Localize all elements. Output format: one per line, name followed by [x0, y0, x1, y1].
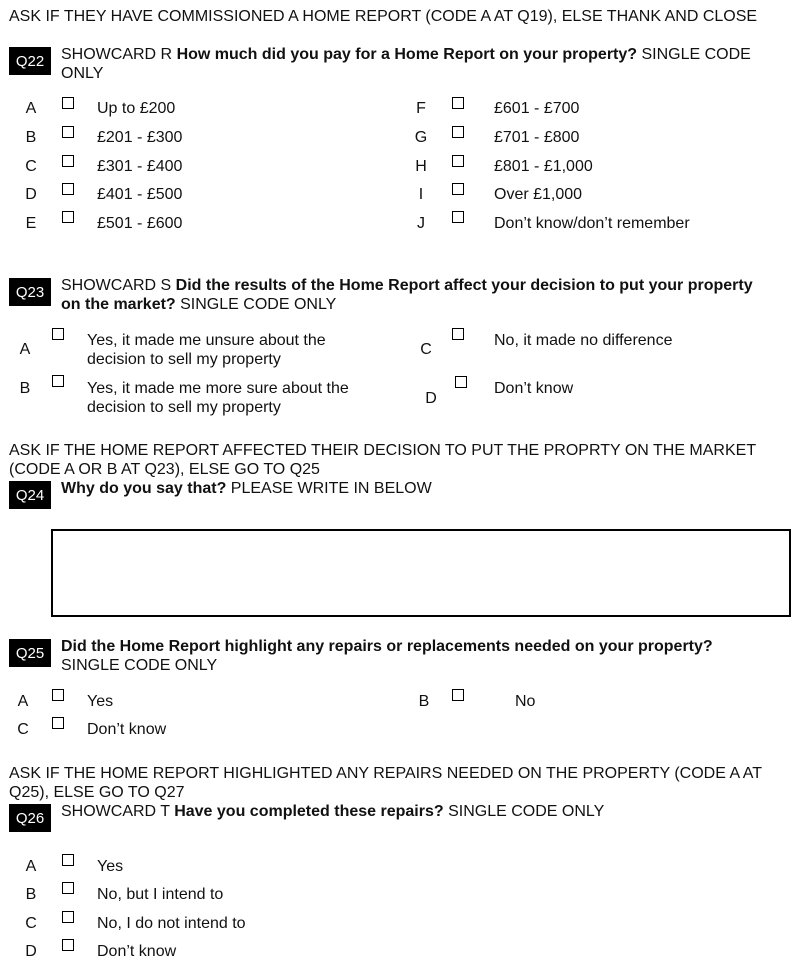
question-text-q26 [61, 802, 761, 821]
showcard-label: SHOWCARD S [61, 277, 176, 294]
checkbox-q25-c[interactable] [52, 717, 64, 729]
checkbox-q22-g[interactable] [452, 126, 464, 138]
option-label: £801 - £1,000 [494, 158, 593, 175]
question-text-q23 [61, 276, 761, 314]
checkbox-q26-d[interactable] [62, 939, 74, 951]
checkbox-q22-b[interactable] [62, 126, 74, 138]
question-text-q24 [61, 479, 761, 498]
option-code: J [417, 215, 425, 232]
checkbox-q26-a[interactable] [62, 854, 74, 866]
coding-instruction: SINGLE CODE ONLY [61, 657, 218, 674]
option-code: C [25, 158, 37, 175]
option-label: Yes [97, 858, 124, 875]
checkbox-q22-j[interactable] [452, 211, 464, 223]
checkbox-q23-b[interactable] [52, 375, 64, 387]
option-code: G [414, 129, 428, 146]
option-label: £701 - £800 [494, 129, 580, 146]
checkbox-q23-c[interactable] [452, 328, 464, 340]
question-number-q26: Q26 [9, 804, 51, 832]
option-code: F [416, 100, 426, 117]
option-code: D [425, 390, 437, 407]
question-stem: How much did you pay for a Home Report on your property? [176, 46, 638, 63]
question-number-q23: Q23 [9, 278, 51, 306]
checkbox-q22-d[interactable] [62, 183, 74, 195]
option-code: E [25, 215, 37, 232]
checkbox-q22-h[interactable] [452, 155, 464, 167]
option-label: Yes, it made me more sure about the decision to sell my property [87, 380, 349, 416]
option-label: Don’t know [87, 721, 167, 738]
option-code: A [17, 693, 29, 710]
option-code: B [25, 886, 37, 903]
checkbox-q25-a[interactable] [52, 689, 64, 701]
option-code: A [25, 858, 37, 875]
option-code: D [25, 943, 37, 960]
option-code: I [418, 186, 424, 203]
coding-instruction: SINGLE CODE ONLY [175, 296, 337, 313]
option-label: Don’t know [494, 380, 574, 397]
option-label: £501 - £600 [97, 215, 183, 232]
option-label: Over £1,000 [494, 186, 583, 203]
checkbox-q22-i[interactable] [452, 183, 464, 195]
question-stem: Why do you say that? [61, 480, 227, 497]
routing-instruction-q24: ASK IF THE HOME REPORT AFFECTED THEIR DECISION TO PUT THE PROPRTY ON THE MARKET (CODE A OR B AT Q23), ELSE GO TO Q25 [9, 442, 756, 478]
question-number-q24: Q24 [9, 481, 51, 509]
checkbox-q23-a[interactable] [52, 328, 64, 340]
option-code: C [420, 341, 432, 358]
option-code: C [25, 915, 37, 932]
option-label: No, I do not intend to [97, 915, 246, 932]
option-label: Don’t know/don’t remember [494, 215, 690, 232]
option-label: Yes, it made me unsure about the decision to sell my property [87, 332, 326, 368]
question-text-q22 [61, 45, 761, 83]
option-code: H [415, 158, 427, 175]
option-code: B [25, 129, 37, 146]
checkbox-q23-d[interactable] [455, 376, 467, 388]
question-stem: Did the results of the Home Report affect your decision to put your property on the market? [61, 277, 753, 313]
option-label: No, but I intend to [97, 886, 224, 903]
option-label: No [515, 693, 536, 710]
coding-instruction: PLEASE WRITE IN BELOW [226, 480, 432, 497]
question-number-q22: Q22 [9, 47, 51, 75]
option-label: Yes [87, 693, 114, 710]
option-label: £201 - £300 [97, 129, 183, 146]
option-code: D [25, 186, 37, 203]
option-label: £601 - £700 [494, 100, 580, 117]
option-code: A [19, 341, 31, 358]
checkbox-q26-b[interactable] [62, 882, 74, 894]
routing-instruction-q22: ASK IF THEY HAVE COMMISSIONED A HOME REPORT (CODE A AT Q19), ELSE THANK AND CLOSE [9, 8, 758, 25]
question-text-q25 [61, 637, 761, 675]
option-code: B [418, 693, 430, 710]
showcard-label: SHOWCARD R [61, 46, 177, 63]
option-label: No, it made no difference [494, 332, 673, 349]
question-stem: Have you completed these repairs? [174, 803, 444, 820]
option-code: A [25, 100, 37, 117]
showcard-label: SHOWCARD T [61, 803, 175, 820]
checkbox-q26-c[interactable] [62, 911, 74, 923]
option-label: Don’t know [97, 943, 177, 960]
option-label: Up to £200 [97, 100, 176, 117]
option-code: C [17, 721, 29, 738]
checkbox-q22-f[interactable] [452, 97, 464, 109]
coding-instruction: SINGLE CODE ONLY [443, 803, 605, 820]
write-in-box-q24[interactable] [51, 529, 791, 617]
checkbox-q22-e[interactable] [62, 211, 74, 223]
option-label: £301 - £400 [97, 158, 183, 175]
coding-instruction: SINGLE CODE ONLY [61, 46, 751, 82]
checkbox-q22-a[interactable] [62, 97, 74, 109]
routing-instruction-q26: ASK IF THE HOME REPORT HIGHLIGHTED ANY REPAIRS NEEDED ON THE PROPERTY (CODE A AT Q25), ELSE GO TO Q27 [9, 765, 762, 801]
question-number-q25: Q25 [9, 639, 51, 667]
option-label: £401 - £500 [97, 186, 183, 203]
question-stem: Did the Home Report highlight any repairs or replacements needed on your property? [61, 638, 713, 655]
option-code: B [19, 380, 31, 397]
checkbox-q25-b[interactable] [452, 689, 464, 701]
checkbox-q22-c[interactable] [62, 155, 74, 167]
